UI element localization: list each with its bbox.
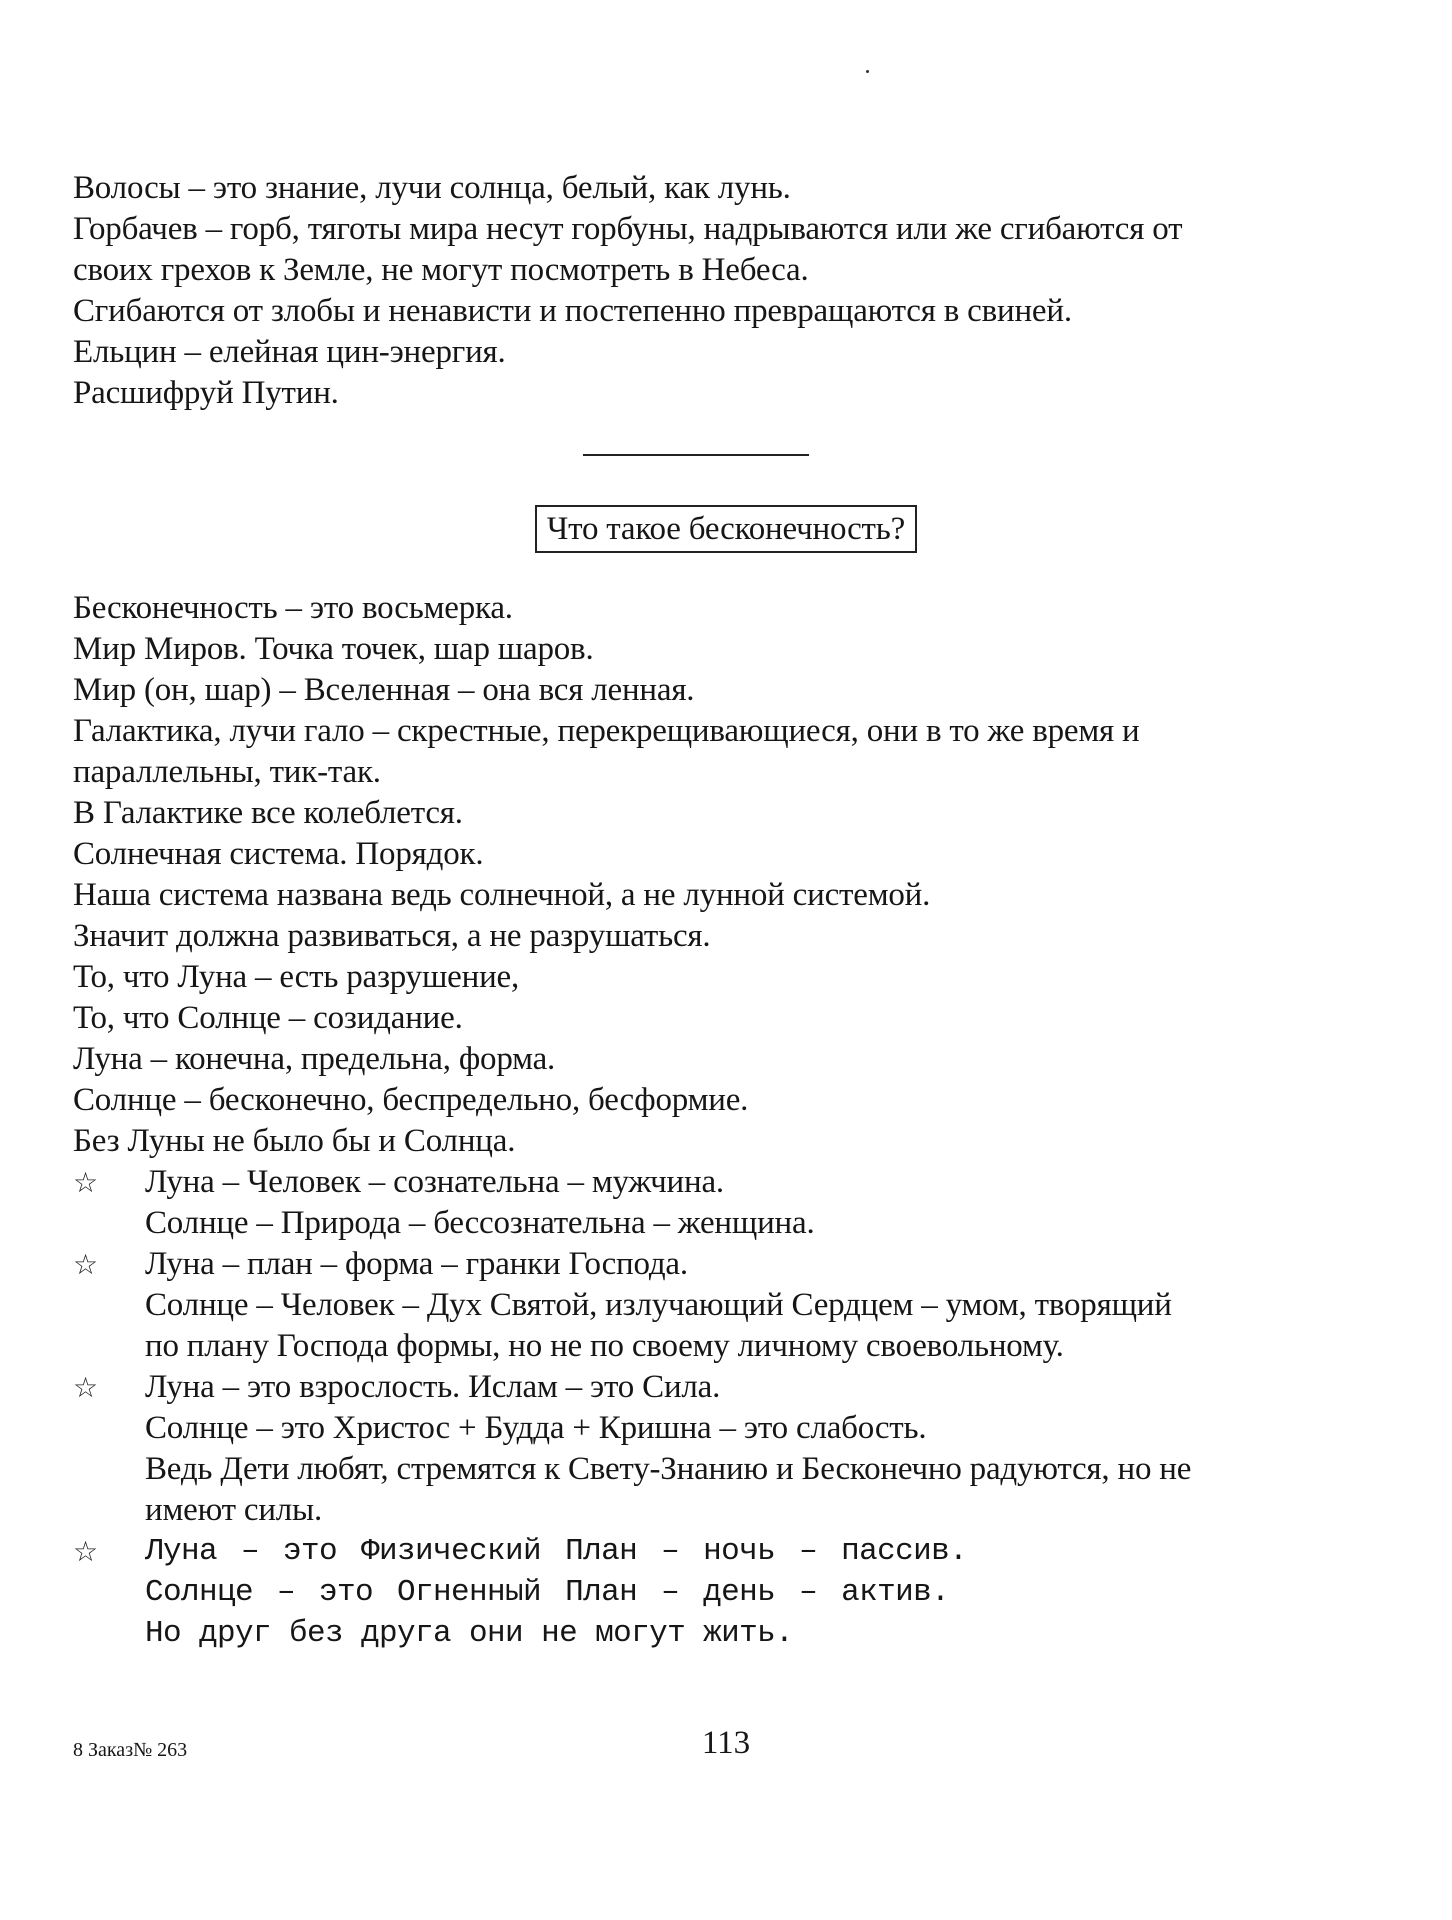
star-icon: ☆ — [73, 1248, 99, 1281]
text-line: Сгибаются от злобы и ненависти и постепенно превращаются в свиней. — [73, 293, 1072, 329]
section-heading-container — [0, 505, 1452, 553]
print-speck — [866, 70, 869, 73]
text-line: параллельны, тик-так. — [73, 754, 381, 790]
section-heading: Что такое бесконечность? — [535, 505, 917, 553]
star-list-item — [73, 1531, 1333, 1654]
text-line: Луна – конечна, предельна, форма. — [73, 1041, 556, 1077]
star-list-item — [73, 1367, 1333, 1531]
text-line: Мир Миров. Точка точек, шар шаров. — [73, 631, 594, 667]
text-line: Волосы – это знание, лучи солнца, белый, как лунь. — [73, 170, 791, 206]
text-line: Луна – план – форма – гранки Господа. — [145, 1246, 688, 1282]
text-line: Значит должна развиваться, а не разрушаться. — [73, 918, 711, 954]
text-line: Бесконечность – это восьмерка. — [73, 590, 513, 626]
text-line: В Галактике все колеблется. — [73, 795, 463, 831]
text-line: Расшифруй Путин. — [73, 375, 339, 411]
text-line: Но друг без друга они не могут жить. — [145, 1616, 794, 1651]
text-line: Наша система названа ведь солнечной, а не лунной системой. — [73, 877, 931, 913]
text-line: Галактика, лучи гало – скрестные, перекрещивающиеся, они в то же время и — [73, 713, 1140, 749]
order-note: 8 Заказ№ 263 — [73, 1739, 188, 1761]
intro-paragraph — [73, 168, 1333, 414]
text-line: То, что Солнце – созидание. — [73, 1000, 463, 1036]
text-line: Солнечная система. Порядок. — [73, 836, 484, 872]
text-line: Солнце – Человек – Дух Святой, излучающий Сердцем – умом, творящий — [145, 1287, 1172, 1323]
main-text — [73, 588, 1333, 1654]
page-number: 113 — [701, 1725, 751, 1761]
text-line: Без Луны не было бы и Солнца. — [73, 1123, 516, 1159]
star-list-item — [73, 1244, 1333, 1367]
text-line: Солнце – бесконечно, беспредельно, бесформие. — [73, 1082, 749, 1118]
text-line: Луна – это Физический План – ночь – пассив. — [145, 1534, 968, 1569]
star-icon: ☆ — [73, 1371, 99, 1404]
text-line: Ельцин – елейная цин-энергия. — [73, 334, 506, 370]
text-line: Солнце – Природа – бессознательна – женщина. — [145, 1205, 815, 1241]
text-line: имеют силы. — [145, 1492, 323, 1528]
text-line: Горбачев – горб, тяготы мира несут горбуны, надрываются или же сгибаются от — [73, 211, 1183, 247]
text-line: Солнце – это Огненный План – день – актив. — [145, 1575, 950, 1610]
text-line: по плану Господа формы, но не по своему личному своевольному. — [145, 1328, 1064, 1364]
text-line: Ведь Дети любят, стремятся к Свету-Знанию и Бесконечно радуются, но не — [145, 1451, 1192, 1487]
section-divider — [583, 454, 809, 456]
star-list-item — [73, 1162, 1333, 1244]
text-line: своих грехов к Земле, не могут посмотреть в Небеса. — [73, 252, 809, 288]
star-icon: ☆ — [73, 1166, 99, 1199]
text-line: Луна – это взрослость. Ислам – это Сила. — [145, 1369, 721, 1405]
text-line: Луна – Человек – сознательна – мужчина. — [145, 1164, 724, 1200]
text-line: То, что Луна – есть разрушение, — [73, 959, 520, 995]
star-icon: ☆ — [73, 1535, 99, 1568]
text-line: Солнце – это Христос + Будда + Кришна – это слабость. — [145, 1410, 927, 1446]
text-line: Мир (он, шар) – Вселенная – она вся ленная. — [73, 672, 695, 708]
